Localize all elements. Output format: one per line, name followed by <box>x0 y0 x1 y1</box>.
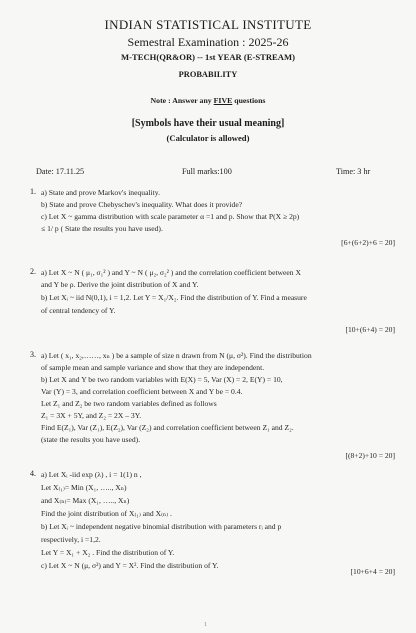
question-4-line: and X₍ₙ₎= Max (X₁, ….., Xₙ) <box>41 496 130 505</box>
question-4-line: respectively, i =1,2. <box>41 535 101 544</box>
question-1-line: ≤ 1/ p ( State the results you have used). <box>41 224 163 233</box>
question-4-line: Let X₍₁₎= Min (X₁, ….., Xₙ) <box>41 483 127 492</box>
question-2-line: and Y be ρ. Derive the joint distribution of X and Y. <box>41 280 199 289</box>
institute-name: INDIAN STATISTICAL INSTITUTE <box>104 17 312 32</box>
question-3-line: Let Z₁ and Z₂ be two random variables defined as follows <box>41 399 217 408</box>
question-4-number: 4. <box>30 469 36 478</box>
question-3-number: 3. <box>30 350 36 359</box>
question-3-line: a) Let ( x₁, x₂,……, xₙ ) be a sample of size n drawn from N (μ, σ²). Find the distribution <box>41 351 312 360</box>
note-prefix: Note : Answer any <box>150 96 212 105</box>
instruction-note <box>0 96 416 105</box>
exam-time: Time: 3 hr <box>336 167 371 176</box>
question-2-marks: [10+(6+4) = 20] <box>345 325 395 334</box>
question-1-marks: [6+(6+2)+6 = 20] <box>341 238 395 247</box>
note-suffix: questions <box>234 96 266 105</box>
question-2-number: 2. <box>30 267 36 276</box>
page-number: 1 <box>204 622 207 628</box>
symbols-note: [Symbols have their usual meaning] <box>131 118 285 129</box>
question-2-line: of central tendency of Y. <box>41 306 116 315</box>
question-4-line: a) Let Xᵢ -iid exp (λ) , i = 1(1) n , <box>41 470 142 479</box>
question-3-line: b) Let X and Y be two random variables with E(X) = 5, Var (X) = 2, E(Y) = 10, <box>41 375 283 384</box>
question-4-line: c) Let X ~ N (μ, σ²) and Y = X². Find the distribution of Y. <box>41 561 219 570</box>
question-4-line: b) Let Xᵢ ~ independent negative binomial distribution with parameters rᵢ and p <box>41 522 282 531</box>
question-3-line: (state the results you have used). <box>41 435 141 444</box>
question-3-line: Var (Y) = 3, and correlation coefficient between X and Y be = 0.4. <box>41 387 243 396</box>
subject-title: PROBABILITY <box>178 70 238 79</box>
question-4-line: Find the joint distribution of X₍₁₎ and X₍ₙ₎ . <box>41 509 172 518</box>
exam-title: Semestral Examination : 2025-26 <box>127 35 289 49</box>
question-1-line: c) Let X ~ gamma distribution with scale parameter α =1 and p. Show that P(X ≥ 2p) <box>41 212 300 221</box>
note-emphasis: FIVE <box>213 96 233 105</box>
program-line: M-TECH(QR&OR) -- 1st YEAR (E-STREAM) <box>121 52 295 62</box>
question-1-number: 1. <box>30 187 36 196</box>
question-2-line: b) Let Xᵢ ~ iid N(0,1), i = 1,2. Let Y = X₁/X₂. Find the distribution of Y. Find a measure <box>41 293 307 302</box>
question-3-line: Z₁ = 3X + 5Y, and Z₂ = 2X – 3Y. <box>41 411 142 420</box>
full-marks: Full marks:100 <box>182 167 232 176</box>
calculator-note: (Calculator is allowed) <box>166 133 250 143</box>
question-4-line: Let Y = X₁ + X₂ . Find the distribution of Y. <box>41 548 175 557</box>
question-1-line: a) State and prove Markov's inequality. <box>41 188 160 197</box>
question-3-line: Find E(Z₁), Var (Z₁), E(Z₂), Var (Z₂) and correlation coefficient between Z₁ and Z₂. <box>41 423 294 432</box>
question-4-marks: [10+6+4 = 20] <box>350 567 395 576</box>
question-3-marks: [(8+2)+10 = 20] <box>345 451 395 460</box>
question-2-line: a) Let X ~ N ( μ₁, σ₁² ) and Y ~ N ( μ₂, σ₂² ) and the correlation coefficient between X <box>41 268 301 277</box>
exam-date: Date: 17.11.25 <box>36 167 85 176</box>
question-3-line: of sample mean and sample variance and show that they are independent. <box>41 363 265 372</box>
question-1-line: b) State and prove Chebyschev's inequality. What does it provide? <box>41 200 243 209</box>
